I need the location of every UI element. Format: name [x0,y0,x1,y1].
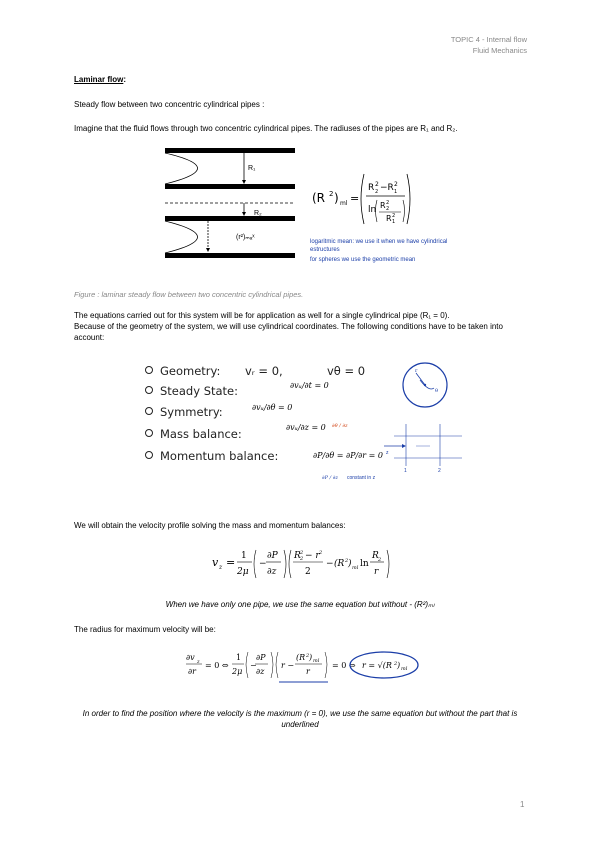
svg-text:∂z: ∂z [256,667,265,676]
svg-text:∂v: ∂v [186,653,195,662]
paragraph-coordinates: Because of the geometry of the system, we will use cylindrical coordinates. The following conditions have to be taken into account: [74,322,503,342]
inner-pipe-top [165,184,295,189]
svg-text:(R: (R [334,559,345,569]
condition-momentum-balance [145,449,278,463]
max-velocity-equation [184,646,424,688]
svg-text:2: 2 [394,661,398,667]
svg-text:ln: ln [360,559,369,569]
momentum-eq: ∂P/∂θ = ∂P/∂r = 0 [313,451,384,460]
svg-text:−: − [326,559,334,569]
svg-text:ml: ml [352,565,359,571]
condition-label: Steady State: [160,384,239,398]
cylindrical-coordinate-diagram [400,360,450,410]
svg-text:R: R [368,183,375,193]
svg-text:1: 1 [236,653,242,662]
bullet-icon [145,451,153,459]
svg-text:−: − [250,661,257,670]
symmetry-eq: ∂vᵤ/∂θ = 0 [252,403,293,412]
svg-text:= 0 ⇔: = 0 ⇔ [205,661,229,670]
note-dvdz: ∂θ / ∂z [332,423,348,429]
svg-text:2: 2 [378,557,382,563]
svg-text:2: 2 [306,653,310,659]
svg-text:∂r: ∂r [188,667,196,676]
log-mean-note-text: logaritmic mean: we use it when we have cylindrical estructures [310,239,448,253]
svg-text:2: 2 [386,200,390,206]
svg-text:=: = [350,192,360,205]
heading-text: Laminar flow [74,75,124,84]
svg-text:= 0 ⇔: = 0 ⇔ [332,661,356,670]
paragraph-single-pipe: The equations carried out for this system will be for application as well for a single cylindrical pipe (R₁ = 0). [74,311,450,320]
note-dpdz: ∂P / ∂z [322,475,339,481]
note-final: In order to find the position where the velocity is the maximum (r = 0), we use the same equation but without the part that is underlined [82,709,518,729]
svg-text:1: 1 [394,189,398,195]
velocity-equation [210,540,400,586]
pressure-sketch [384,422,464,474]
section-heading [74,74,126,85]
svg-text:): ) [309,653,313,662]
velocity-profile-bottom [165,221,198,253]
svg-text:−R: −R [380,183,394,193]
svg-text:v: v [212,556,219,569]
svg-text:r = √(R: r = √(R [362,661,392,670]
svg-text:R: R [380,201,386,210]
svg-text:(R: (R [312,191,326,205]
bullet-icon [145,407,153,415]
svg-text:): ) [397,661,401,670]
paragraph-max-radius: The radius for maximum velocity will be: [74,625,216,634]
label-rmax: (r²)ₘₐˣ [236,234,255,241]
svg-text:1: 1 [241,551,247,561]
svg-text:2μ: 2μ [232,667,243,676]
svg-text:∂P: ∂P [256,653,266,662]
condition-label: Mass balance: [160,427,242,441]
svg-text:(R: (R [296,653,306,662]
svg-text:=: = [226,556,236,569]
condition-mass-balance [145,427,242,441]
svg-text:2: 2 [345,558,349,564]
condition-label: Momentum balance: [160,449,279,463]
heading-colon: : [123,75,127,84]
label-p2: 2 [438,468,441,474]
svg-text:1: 1 [392,219,396,225]
condition-label: Geometry: [160,364,221,378]
svg-text:2: 2 [300,550,304,556]
svg-text:2: 2 [300,556,304,562]
svg-text:ml: ml [340,200,348,207]
page-number: 1 [520,800,525,809]
svg-text:r: r [374,567,379,577]
condition-label: Symmetry: [160,405,223,419]
figure-caption: Figure : laminar steady flow between two concentric cylindrical pipes. [74,290,304,299]
svg-text:R: R [372,551,379,561]
intro-paragraph: Imagine that the fluid flows through two concentric cylindrical pipes. The radiuses of the pipes are R₁ and R₂. [74,124,458,133]
geometry-eq-vr: vᵣ = 0, [245,364,283,378]
label-theta: θ [435,388,439,394]
header-topic: TOPIC 4 - Internal flow [450,35,527,44]
inner-pipe-bottom [165,216,295,221]
svg-text:r −: r − [281,661,295,670]
svg-text:∂z: ∂z [267,567,277,577]
velocity-profile-top [165,153,198,184]
svg-text:): ) [348,559,352,569]
outer-pipe-top [165,148,295,153]
svg-text:2: 2 [394,181,398,188]
condition-steady-state [145,384,238,398]
svg-text:2: 2 [386,206,390,212]
svg-text:ln: ln [368,205,377,215]
svg-text:z: z [197,659,200,665]
label-axis-z: z [386,450,389,456]
svg-text:ml: ml [313,658,320,664]
log-mean-formula [308,166,418,232]
header-subject: Fluid Mechanics [472,46,527,55]
svg-text:r: r [306,667,310,676]
paragraph-velocity-profile: We will obtain the velocity profile solving the mass and momentum balances: [74,521,346,530]
svg-text:ml: ml [401,666,408,672]
condition-geometry [145,364,220,378]
svg-text:R: R [386,214,392,223]
steady-eq: ∂vᵤ/∂t = 0 [290,381,329,390]
condition-symmetry [145,405,223,419]
label-p1: 1 [404,468,407,474]
pipe-figure [160,142,300,272]
label-r2: R₂ [254,210,262,217]
svg-text:z: z [219,564,223,571]
mass-eq: ∂vᵤ/∂z = 0 [286,423,326,432]
svg-text:2μ: 2μ [237,567,249,577]
label-r: r [415,368,418,374]
svg-text:R: R [294,551,301,561]
geometry-eq-vtheta: vθ = 0 [327,364,366,378]
page-header [451,34,527,56]
geometric-mean-note: for spheres we use the geometric mean [310,257,416,263]
note-dpdz-constant: constant in z [347,475,376,481]
svg-text:2: 2 [329,190,334,198]
svg-text:− r: − r [305,551,320,561]
bullet-icon [145,366,153,374]
svg-text:): ) [334,191,339,205]
label-r1: R₁ [248,165,256,172]
bullet-icon [145,386,153,394]
svg-text:−: − [259,559,267,569]
svg-text:2: 2 [375,181,379,188]
svg-text:∂P: ∂P [267,551,278,561]
note-single-pipe: When we have only one pipe, we use the same equation but without - (R²)ₘₗ [165,600,435,609]
svg-text:2: 2 [319,550,323,556]
log-mean-note [310,238,460,264]
subheading: Steady flow between two concentric cylindrical pipes : [74,100,265,109]
svg-text:2: 2 [392,213,396,219]
outer-pipe-bottom [165,253,295,258]
bullet-icon [145,429,153,437]
svg-text:2: 2 [375,189,379,195]
svg-text:2: 2 [305,567,311,577]
